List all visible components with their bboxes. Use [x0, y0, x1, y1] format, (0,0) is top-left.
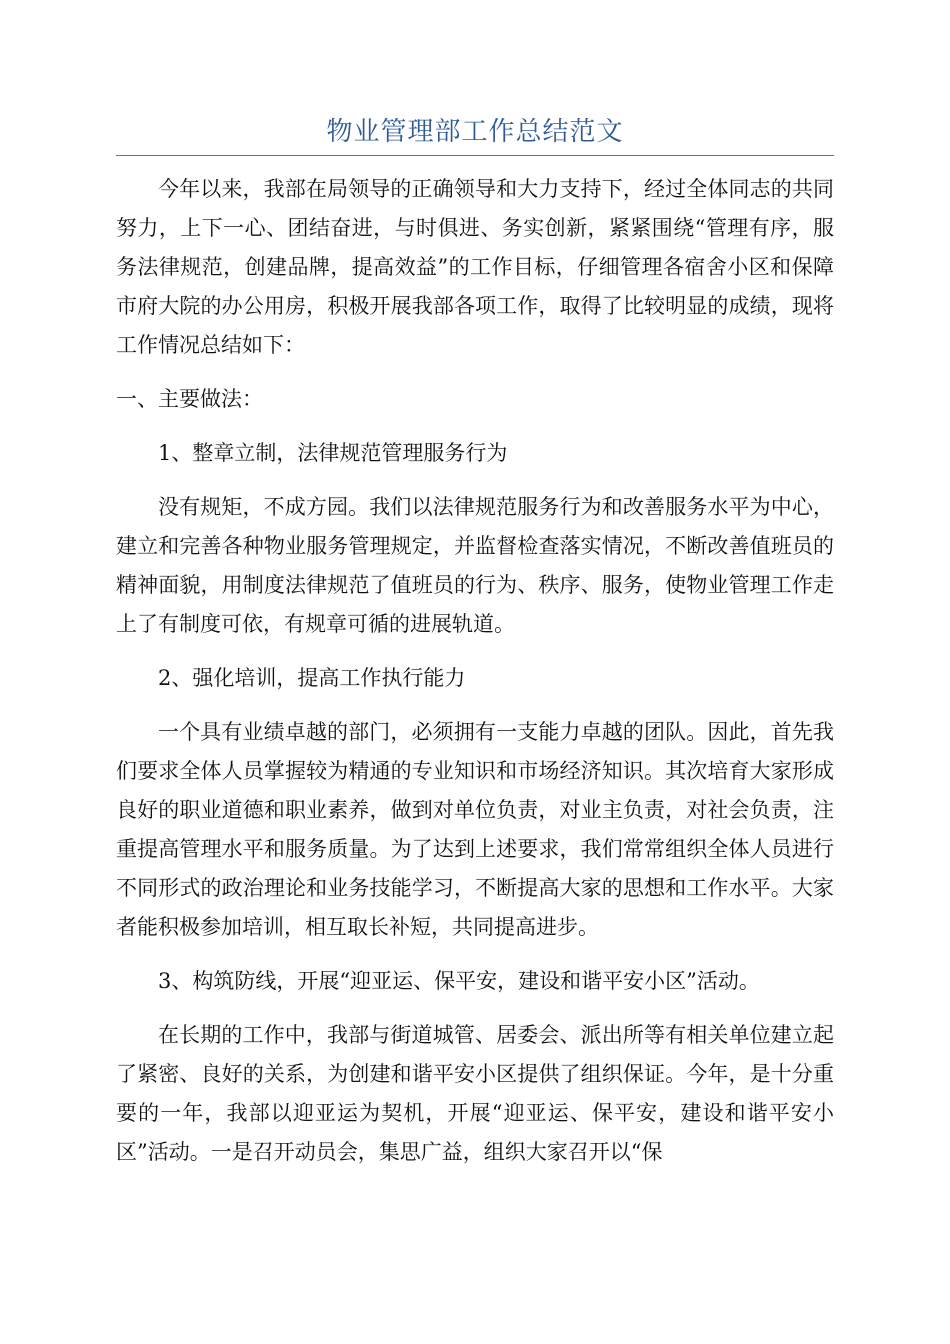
- body-paragraph: 一个具有业绩卓越的部门，必须拥有一支能力卓越的团队。因此，首先我们要求全体人员掌握较为精通的专业知识和市场经济知识。其次培育大家形成良好的职业道德和职业素养，做到对单位负责，对业主负责，对社会负责，注重提高管理水平和服务质量。为了达到上述要求，我们常常组织全体人员进行不同形式的政治理论和业务技能学习，不断提高大家的思想和工作水平。大家者能积极参加培训，相互取长补短，共同提高进步。: [116, 720, 834, 939]
- document-title: 物业管理部工作总结范文: [326, 117, 624, 147]
- body-paragraph: 在长期的工作中，我部与街道城管、居委会、派出所等有相关单位建立起了紧密、良好的关系，为创建和谐平安小区提供了组织保证。今年，是十分重要的一年，我部以迎亚运为契机，开展“迎亚运、保平安，建设和谐平安小区”活动。一是召开动员会，集思广益，组织大家召开以“保: [116, 1023, 834, 1164]
- subheading-1: 1、整章立制，法律规范管理服务行为: [158, 441, 508, 465]
- section-heading: 一、主要做法：: [116, 387, 263, 411]
- subheading-2: 2、强化培训，提高工作执行能力: [158, 666, 466, 690]
- intro-paragraph: 今年以来，我部在局领导的正确领导和大力支持下，经过全体同志的共同努力，上下一心、团结奋进，与时俱进、务实创新，紧紧围绕“管理有序，服务法律规范，创建品牌，提高效益”的工作目标，仔细管理各宿舍小区和保障市府大院的办公用房，积极开展我部各项工作，取得了比较明显的成绩，现将工作情况总结如下：: [116, 177, 834, 357]
- document-body: [116, 170, 834, 1187]
- body-paragraph: 没有规矩，不成方园。我们以法律规范服务行为和改善服务水平为中心，建立和完善各种物业服务管理规定，并监督检查落实情况，不断改善值班员的精神面貌，用制度法律规范了值班员的行为、秩序、服务，使物业管理工作走上了有制度可依，有规章可循的进展轨道。: [116, 495, 834, 636]
- subheading-3: 3、构筑防线，开展“迎亚运、保平安，建设和谐平安小区”活动。: [158, 969, 760, 993]
- title-underline: [116, 155, 834, 156]
